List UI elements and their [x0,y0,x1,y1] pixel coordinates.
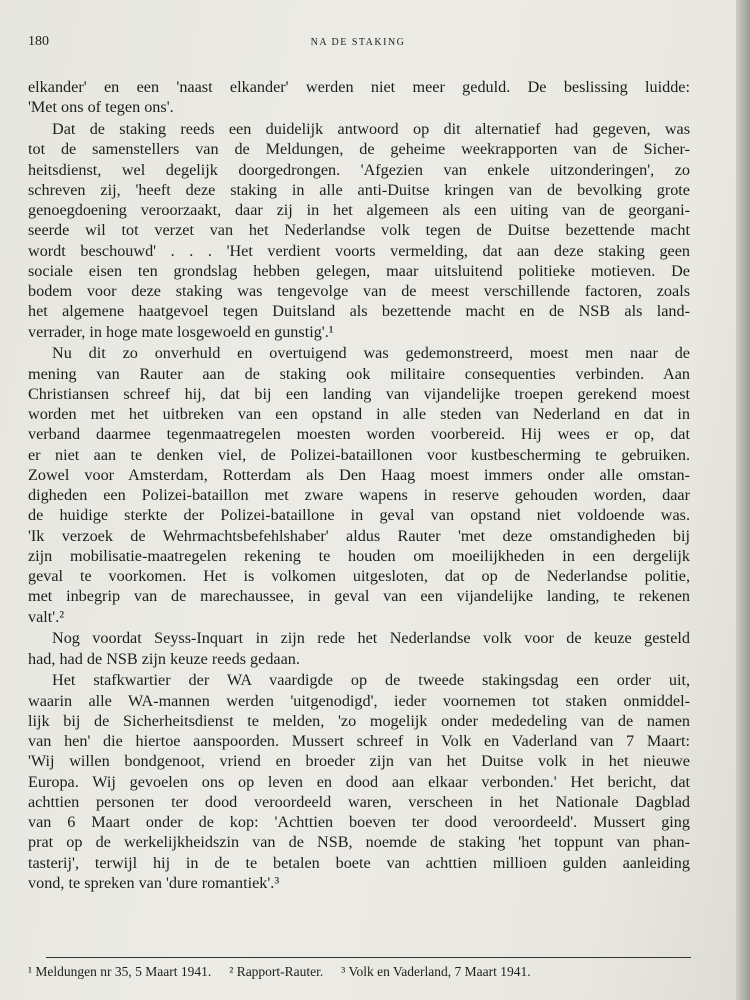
page-number: 180 [28,34,49,49]
paragraph [28,628,690,669]
text-line: Het stafkwartier der WA vaardigde op de tweede stakingsdag een order uit, [52,671,690,690]
text-line: heitsdienst, wel degelijk doorgedrongen. 'Afgezien van enkele uitzonderingen', zo [28,160,690,179]
text-line: Nu dit zo onverhuld en overtuigend was gedemonstreerd, moest men naar de [52,344,690,363]
text-line: met inbegrip van de marechaussee, in geval van een vijandelijke landing, te rekenen [28,587,690,606]
text-line: tasterij', terwijl hij in de te betalen boete van achttien millioen gulden aanleiding [28,853,690,872]
text-line: valt'.² [28,607,65,626]
text-line: van hen' die hiertoe aanspoorden. Mussert schreef in Volk en Vaderland van 7 Maart: [28,732,690,750]
text-line: verband daarmee tegenmaatregelen moesten worden voorbereid. Hij wees er op, dat [28,425,690,444]
text-line: Zowel voor Amsterdam, Rotterdam als Den Haag moest immers onder alle omstan- [28,465,690,484]
page-header [28,34,688,54]
text-line: van 6 Maart onder de kop: 'Achttien boeven ter dood veroordeeld'. Mussert ging [28,813,690,831]
text-line: geval te voorkomen. Het is volkomen uitgesloten, dat op de Nederlandse politie, [28,567,690,585]
text-line: had, had de NSB zijn keuze reeds gedaan. [28,649,300,668]
text-line: vond, te spreken van 'dure romantiek'.³ [28,873,280,892]
paragraph [28,343,690,627]
text-line: 'Met ons of tegen ons'. [28,98,174,117]
text-line: het algemene haatgevoel tegen Duitsland als bezettende macht en de NSB als land- [28,302,690,321]
text-line: lijk bij de Sicherheitsdienst te melden, 'zo mogelijk onder mededeling van de namen [28,711,690,730]
text-line: elkander' en een 'naast elkander' werden niet meer geduld. De beslissing luidde: [28,78,690,96]
text-line: wordt beschouwd' . . . 'Het verdient voorts vermelding, dat aan deze staking geen [28,241,690,260]
text-line: achttien personen ter dood veroordeeld waren, verscheen in het Nationale Dagblad [28,792,690,811]
text-line: worden met het uitbreken van een opstand in alle steden van Nederland en dat in [28,405,690,423]
text-line: 'Wij willen bondgenoot, vriend en broeder zijn van het Duitse volk in het nieuwe [28,752,690,771]
text-line: sociale eisen ten grondslag hebben gelegen, maar uitsluitend politieke motieven. De [28,261,690,280]
footnote-divider [46,957,691,958]
paragraph [28,77,690,118]
paragraph [28,119,690,342]
text-line: Christiansen schreef hij, dat bij een landing van vijandelijke troepen gerekend moest [28,384,690,403]
footnote: ¹ Meldungen nr 35, 5 Maart 1941. [28,964,212,979]
text-line: bodem voor deze staking was tengevolge van de meest verschillende factoren, zoals [28,282,690,300]
running-head: NA DE STAKING [310,37,406,48]
text-line: de huidige sterkte der Polizei-bataillone in geval van opstand niet voldoende was. [28,506,690,525]
text-line: digheden een Polizei-bataillon met zware wapens in reserve gehouden worden, daar [28,486,690,504]
text-line: 'Ik verzoek de Wehrmachtsbefehlshaber' aldus Rauter 'met deze omstandigheden bij [28,526,690,545]
text-line: Nog voordat Seyss-Inquart in zijn rede het Nederlandse volk voor de keuze gesteld [52,629,690,648]
paragraph [28,670,690,893]
text-line: Dat de staking reeds een duidelijk antwoord op dit alternatief had gegeven, was [52,120,690,138]
page-edge [736,0,750,1000]
footnote: ² Rapport-Rauter. [229,964,324,979]
text-line: schreven zij, 'heeft deze staking in alle anti-Duitse kringen van de bevolking grote [28,180,690,199]
text-line: genoegdoening veroorzaakt, daar zij in het algemeen als een uiting van de georgani- [28,201,690,219]
text-line: tot de samenstellers van de Meldungen, de geheime weekrapporten van de Sicher- [28,140,690,159]
text-line: er niet aan te denken viel, de Polizei-bataillonen voor kustbescherming te gebruiken. [28,445,690,464]
body-text [28,77,690,895]
text-line: Europa. Wij gevoelen ons op leven en dood aan elkaar verbonden.' Het bericht, dat [28,772,690,791]
footnotes [28,964,693,980]
text-line: verrader, in hoge mate losgewoeld en gunstig'.¹ [28,322,334,341]
text-line: prat op de werkelijkheidszin van de NSB, noemde de staking 'het toppunt van phan- [28,833,690,852]
text-line: waarin alle WA-mannen werden 'uitgenodigd', ieder voornemen tot staken onmiddel- [28,691,690,710]
footnote: ³ Volk en Vaderland, 7 Maart 1941. [341,964,531,979]
text-line: seerde wil tot verzet van het Nederlandse volk tegen de Duitse bezettende macht [28,221,690,240]
text-line: zijn mobilisatie-maatregelen rekening te houden om moeilijkheden in een dergelijk [28,546,690,565]
text-line: mening van Rauter aan de staking ook militaire consequenties verbinden. Aan [28,364,690,383]
